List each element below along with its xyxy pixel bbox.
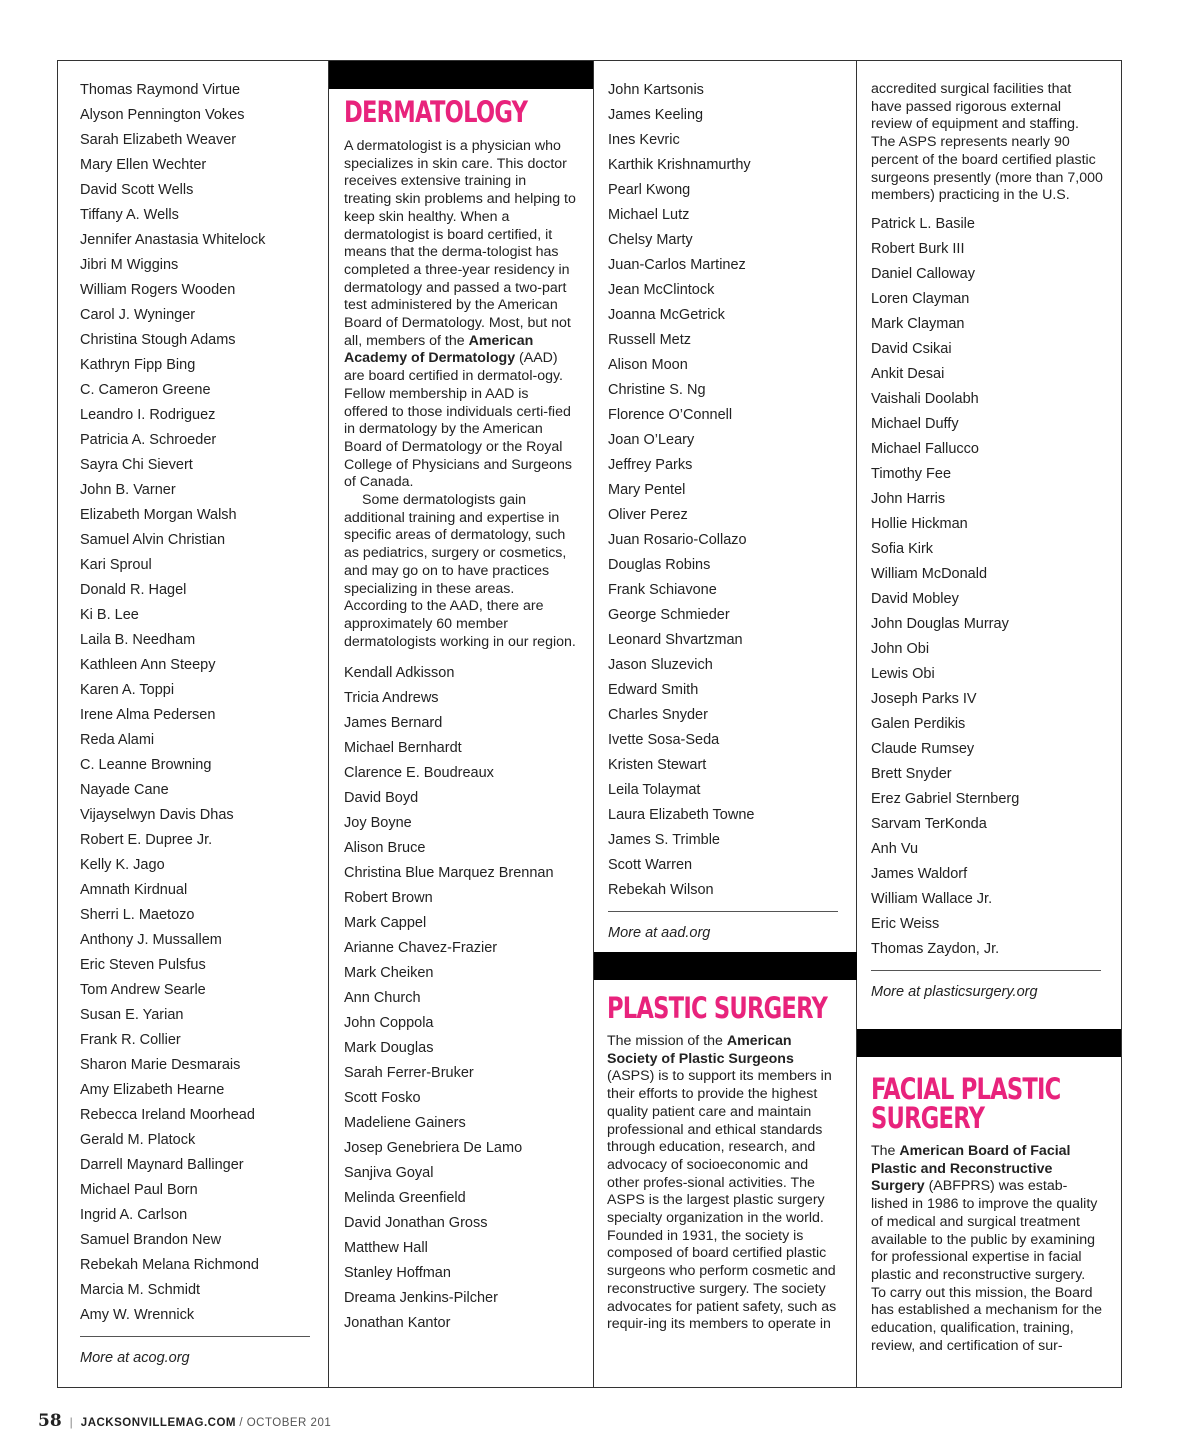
- list-item: Sofia Kirk: [871, 540, 934, 557]
- facial-plastic-surgery-section: [871, 1072, 1103, 1355]
- list-item: Christina Stough Adams: [80, 332, 236, 348]
- list-item: Anthony J. Mussallem: [80, 932, 222, 948]
- divider-rule: [871, 970, 1101, 971]
- list-item: Juan-Carlos Martinez: [608, 257, 746, 273]
- list-item: William Wallace Jr.: [871, 890, 993, 907]
- column-3: [608, 78, 838, 944]
- list-item: Joseph Parks IV: [871, 690, 977, 707]
- list-item: Robert Burk III: [871, 240, 965, 257]
- list-item: John Obi: [871, 640, 930, 657]
- list-item: Jason Sluzevich: [608, 657, 713, 673]
- list-item: Frank Schiavone: [608, 582, 717, 598]
- list-item: Arianne Chavez-Frazier: [344, 940, 498, 957]
- list-item: Joanna McGetrick: [608, 307, 725, 323]
- list-item: Frank R. Collier: [80, 1032, 181, 1048]
- list-item: Sarah Ferrer-Bruker: [344, 1065, 474, 1082]
- list-item: Sarah Elizabeth Weaver: [80, 132, 237, 148]
- divider-rule: [608, 911, 838, 912]
- list-item: Douglas Robins: [608, 557, 711, 573]
- list-item: Loren Clayman: [871, 290, 970, 307]
- list-item: Sherri L. Maetozo: [80, 907, 195, 923]
- list-item: Gerald M. Platock: [80, 1132, 196, 1148]
- section-bar: [329, 61, 593, 89]
- list-item: Galen Perdikis: [871, 715, 966, 732]
- list-item: Rebecca Ireland Moorhead: [80, 1107, 255, 1123]
- list-item: David Jonathan Gross: [344, 1215, 488, 1232]
- list-item: Mark Cheiken: [344, 965, 434, 982]
- list-item: Sharon Marie Desmarais: [80, 1057, 241, 1073]
- list-item: Tom Andrew Searle: [80, 982, 206, 998]
- list-item: Ki B. Lee: [80, 607, 139, 623]
- more-link-acog[interactable]: More at acog.org: [80, 1350, 190, 1366]
- list-item: David Csikai: [871, 340, 952, 357]
- list-item: Christina Blue Marquez Brennan: [344, 865, 554, 882]
- obgyn-name-list: [80, 78, 310, 1328]
- list-item: Tricia Andrews: [344, 690, 439, 707]
- list-item: Kendall Adkisson: [344, 665, 455, 682]
- list-item: Robert Brown: [344, 890, 433, 907]
- list-item: Ann Church: [344, 990, 421, 1007]
- list-item: Mary Ellen Wechter: [80, 157, 207, 173]
- list-item: Joan O’Leary: [608, 432, 695, 448]
- list-item: Patricia A. Schroeder: [80, 432, 217, 448]
- list-item: Irene Alma Pedersen: [80, 707, 216, 723]
- list-item: Kathryn Fipp Bing: [80, 357, 196, 373]
- list-item: Anh Vu: [871, 840, 919, 857]
- facial-plastic-heading-line-1: FACIAL PLASTIC: [871, 1072, 1061, 1106]
- more-link-aad[interactable]: More at aad.org: [608, 925, 711, 941]
- plastic-surgery-name-list: [871, 212, 1103, 962]
- list-item: Alison Bruce: [344, 840, 426, 857]
- list-item: Laila B. Needham: [80, 632, 196, 648]
- list-item: Sarvam TerKonda: [871, 815, 987, 832]
- footer-separator: |: [69, 1415, 73, 1429]
- column-divider: [593, 60, 594, 1388]
- list-item: Kari Sproul: [80, 557, 152, 573]
- list-item: Amy W. Wrennick: [80, 1307, 195, 1323]
- list-item: George Schmieder: [608, 607, 730, 623]
- list-item: Scott Fosko: [344, 1090, 421, 1107]
- list-item: Matthew Hall: [344, 1240, 428, 1257]
- list-item: Ivette Sosa-Seda: [608, 732, 720, 748]
- list-item: Erez Gabriel Sternberg: [871, 790, 1020, 807]
- list-item: Elizabeth Morgan Walsh: [80, 507, 237, 523]
- list-item: William McDonald: [871, 565, 988, 582]
- list-item: Leonard Shvartzman: [608, 632, 743, 648]
- dermatology-name-list: [344, 661, 576, 1336]
- facial-plastic-heading-line-2: SURGERY: [871, 1101, 985, 1135]
- list-item: Dreama Jenkins-Pilcher: [344, 1290, 498, 1307]
- plastic-surgery-heading: PLASTIC SURGERY: [607, 991, 828, 1025]
- list-item: Carol J. Wyninger: [80, 307, 196, 323]
- list-item: Rebekah Melana Richmond: [80, 1257, 259, 1273]
- list-item: Mary Pentel: [608, 482, 686, 498]
- list-item: Mark Clayman: [871, 315, 965, 332]
- plastic-surgery-continued: accredited surgical facilities that have passed rigorous external review of equipment and staffing. The ASPS represents nearly 90 percent of the board certified plastic surgeons presently (more than 7,000 members) practicing in the U.S.: [871, 81, 1103, 204]
- list-item: Kelly K. Jago: [80, 857, 165, 873]
- list-item: Oliver Perez: [608, 507, 688, 523]
- list-item: Russell Metz: [608, 332, 691, 348]
- list-item: Ankit Desai: [871, 365, 945, 382]
- divider-rule: [80, 1336, 310, 1337]
- footer-site[interactable]: JACKSONVILLEMAG.COM: [80, 1417, 236, 1429]
- list-item: Kathleen Ann Steepy: [80, 657, 216, 673]
- plastic-surgery-intro: The mission of the American Society of Plastic Surgeons (ASPS) is to support its members in their efforts to provide the highest quality patient care and maintain professional and ethical standards through education, research, and advocacy of socioeconomic and other profes-sional activities. The ASPS is the largest plastic surgery specialty organization in the world. Founded in 1931, the society is composed of board certified plastic surgeons who perform cosmetic and reconstructive surgery. The society advocates for patient safety, such as requir-ing its members to operate in: [607, 1033, 837, 1333]
- list-item: Donald R. Hagel: [80, 582, 187, 598]
- plastic-surgery-section: [607, 991, 839, 1334]
- list-item: Ines Kevric: [608, 132, 680, 148]
- list-item: David Scott Wells: [80, 182, 194, 198]
- list-item: Vijayselwyn Davis Dhas: [80, 807, 234, 823]
- list-item: Kristen Stewart: [608, 757, 707, 773]
- list-item: Jonathan Kantor: [344, 1315, 451, 1332]
- list-item: Jean McClintock: [608, 282, 715, 298]
- list-item: C. Leanne Browning: [80, 757, 212, 773]
- list-item: Madeliene Gainers: [344, 1115, 466, 1132]
- list-item: Jennifer Anastasia Whitelock: [80, 232, 266, 248]
- list-item: Christine S. Ng: [608, 382, 706, 398]
- list-item: Samuel Brandon New: [80, 1232, 222, 1248]
- list-item: Charles Snyder: [608, 707, 708, 723]
- dermatology-name-list-continued: [608, 78, 838, 903]
- list-item: Timothy Fee: [871, 465, 952, 482]
- page-number: 58: [38, 1411, 62, 1431]
- list-item: Thomas Zaydon, Jr.: [871, 940, 1000, 957]
- list-item: John Kartsonis: [608, 82, 704, 98]
- list-item: Rebekah Wilson: [608, 882, 714, 898]
- dermatology-intro: A dermatologist is a physician who specializes in skin care. This doctor receives extensive training in treating skin problems and helping to keep skin healthy. When a dermatologist is board certified, it means that the derma-tologist has completed a three-year residency in dermatology and passed a two-part test administered by the American Board of Dermatology. Most, but not all, members of the American Academy of Dermatology (AAD) are board certified in dermatol-ogy. Fellow membership in AAD is offered to those individuals certi-fied in dermatology by the American Board of Dermatology or the Royal College of Physicians and Surgeons of Canada.: [344, 138, 576, 491]
- list-item: Melinda Greenfield: [344, 1190, 466, 1207]
- list-item: Leila Tolaymat: [608, 782, 701, 798]
- list-item: Robert E. Dupree Jr.: [80, 832, 213, 848]
- list-item: Scott Warren: [608, 857, 693, 873]
- list-item: Marcia M. Schmidt: [80, 1282, 201, 1298]
- column-divider: [328, 60, 329, 1388]
- list-item: Karthik Krishnamurthy: [608, 157, 751, 173]
- list-item: James Waldorf: [871, 865, 968, 882]
- list-item: Vaishali Doolabh: [871, 390, 979, 407]
- list-item: John Harris: [871, 490, 946, 507]
- list-item: Thomas Raymond Virtue: [80, 82, 241, 98]
- list-item: Brett Snyder: [871, 765, 952, 782]
- list-item: C. Cameron Greene: [80, 382, 211, 398]
- footer-date: / OCTOBER 201: [239, 1417, 332, 1429]
- list-item: Eric Steven Pulsfus: [80, 957, 206, 973]
- list-item: David Boyd: [344, 790, 419, 807]
- list-item: Alyson Pennington Vokes: [80, 107, 245, 123]
- list-item: Florence O’Connell: [608, 407, 733, 423]
- column-divider: [856, 60, 857, 1388]
- list-item: Michael Duffy: [871, 415, 959, 432]
- list-item: Stanley Hoffman: [344, 1265, 451, 1282]
- list-item: James S. Trimble: [608, 832, 720, 848]
- list-item: Joy Boyne: [344, 815, 412, 832]
- list-item: John Coppola: [344, 1015, 434, 1032]
- list-item: Reda Alami: [80, 732, 155, 748]
- dermatology-heading: DERMATOLOGY: [344, 95, 528, 129]
- dermatology-paragraph-2: Some dermatologists gain additional training and expertise in specific areas of dermatology, such as pediatrics, surgery or cosmetics, and may go on to have practices specializing in these areas. According to the AAD, there are approximately 60 member dermatologists working in our region.: [344, 492, 576, 650]
- dermatology-section: [344, 95, 576, 1336]
- list-item: Hollie Hickman: [871, 515, 968, 532]
- list-item: Josep Genebriera De Lamo: [344, 1140, 523, 1157]
- list-item: Claude Rumsey: [871, 740, 975, 757]
- list-item: Laura Elizabeth Towne: [608, 807, 755, 823]
- list-item: Michael Lutz: [608, 207, 690, 223]
- list-item: Pearl Kwong: [608, 182, 691, 198]
- list-item: Michael Paul Born: [80, 1182, 198, 1198]
- list-item: Michael Bernhardt: [344, 740, 462, 757]
- list-item: Mark Douglas: [344, 1040, 434, 1057]
- list-item: Jeffrey Parks: [608, 457, 693, 473]
- list-item: James Bernard: [344, 715, 443, 732]
- list-item: Leandro I. Rodriguez: [80, 407, 216, 423]
- list-item: James Keeling: [608, 107, 704, 123]
- list-item: Clarence E. Boudreaux: [344, 765, 494, 782]
- column-1: [80, 78, 310, 1369]
- list-item: Amnath Kirdnual: [80, 882, 188, 898]
- list-item: Karen A. Toppi: [80, 682, 175, 698]
- more-link-plasticsurgery[interactable]: More at plasticsurgery.org: [871, 983, 1038, 1000]
- list-item: John Douglas Murray: [871, 615, 1009, 632]
- list-item: Eric Weiss: [871, 915, 940, 932]
- list-item: Samuel Alvin Christian: [80, 532, 226, 548]
- list-item: Sanjiva Goyal: [344, 1165, 434, 1182]
- list-item: Patrick L. Basile: [871, 215, 975, 232]
- list-item: Nayade Cane: [80, 782, 169, 798]
- list-item: Tiffany A. Wells: [80, 207, 179, 223]
- list-item: William Rogers Wooden: [80, 282, 236, 298]
- list-item: Juan Rosario-Collazo: [608, 532, 747, 548]
- list-item: Darrell Maynard Ballinger: [80, 1157, 244, 1173]
- list-item: Lewis Obi: [871, 665, 935, 682]
- facial-plastic-intro: The American Board of Facial Plastic and Reconstructive Surgery (ABFPRS) was estab-lished in 1986 to improve the quality of medical and surgical treatment available to the public by examining for professional expertise in facial plastic and reconstructive surgery. To carry out this mission, the Board has established a mechanism for the education, qualification, training, review, and certification of sur-: [871, 1143, 1103, 1354]
- list-item: Mark Cappel: [344, 915, 427, 932]
- list-item: Alison Moon: [608, 357, 688, 373]
- list-item: Michael Fallucco: [871, 440, 979, 457]
- list-item: John B. Varner: [80, 482, 176, 498]
- list-item: Chelsy Marty: [608, 232, 693, 248]
- list-item: Edward Smith: [608, 682, 699, 698]
- list-item: Susan E. Yarian: [80, 1007, 184, 1023]
- list-item: Jibri M Wiggins: [80, 257, 179, 273]
- list-item: Ingrid A. Carlson: [80, 1207, 188, 1223]
- list-item: Daniel Calloway: [871, 265, 975, 282]
- list-item: Sayra Chi Sievert: [80, 457, 193, 473]
- list-item: David Mobley: [871, 590, 959, 607]
- section-bar: [857, 1029, 1121, 1057]
- section-bar: [594, 952, 857, 980]
- column-4: [871, 81, 1103, 1003]
- list-item: Amy Elizabeth Hearne: [80, 1082, 225, 1098]
- page-footer: [38, 1411, 331, 1431]
